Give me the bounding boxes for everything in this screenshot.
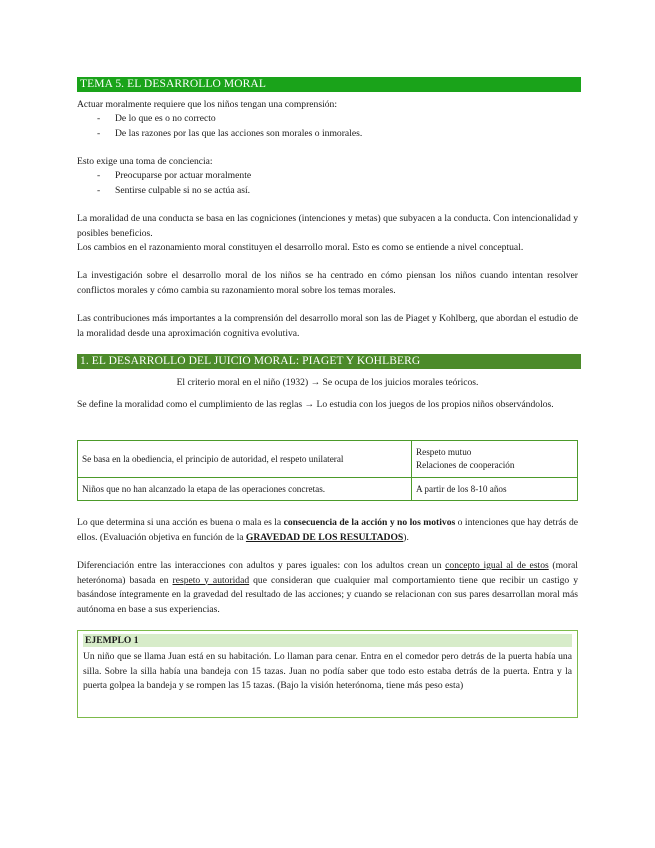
criteria-table	[77, 440, 578, 501]
dash-bullet: -	[97, 113, 101, 124]
conciencia-paragraph: Esto exige una toma de conciencia:	[77, 156, 213, 167]
determina-paragraph: Lo que determina si una acción es buena o mala es la consecuencia de la acción y no los motivos o intenciones que hay detrás de ellos. (Evaluación objetiva en función de la GRAVEDAD DE LOS RESULTADOS).	[77, 517, 578, 543]
section-heading-juicio-moral: 1. EL DESARROLLO DEL JUICIO MORAL: PIAGET Y KOHLBERG	[77, 354, 581, 369]
underlined-phrase: respeto y autoridad	[172, 574, 250, 586]
list-item: - De lo que es o no correcto	[77, 112, 578, 127]
intro-list	[77, 112, 578, 141]
cambios-paragraph: Los cambios en el razonamiento moral constituyen el desarrollo moral. Esto es como se entiende a nivel conceptual.	[77, 242, 524, 253]
example-title: EJEMPLO 1	[83, 634, 572, 647]
criterio-paragraph: El criterio moral en el niño (1932) → Se ocupa de los juicios morales teóricos.	[176, 377, 479, 388]
list-item: - De las razones por las que las acciones son morales o inmorales.	[77, 127, 578, 142]
table-cell: Se basa en la obediencia, el principio de autoridad, el respeto unilateral	[78, 441, 412, 478]
table-cell: Niños que no han alcanzado la etapa de las operaciones concretas.	[78, 478, 412, 501]
example-box	[77, 630, 578, 718]
conciencia-list	[77, 169, 578, 198]
contribuciones-paragraph: Las contribuciones más importantes a la comprensión del desarrollo moral son las de Piaget y Kohlberg, que abordan el estudio de la moralidad desde una aproximación cognitiva evolutiva.	[77, 313, 578, 339]
cell-line: Relaciones de cooperación	[416, 460, 515, 470]
dash-bullet: -	[97, 127, 101, 139]
table-row	[78, 478, 578, 501]
dash-bullet: -	[97, 170, 101, 181]
intro-paragraph: Actuar moralmente requiere que los niños tengan una comprensión:	[77, 99, 338, 110]
bold-phrase: consecuencia de la acción y no los motivos	[283, 517, 456, 528]
moralidad-paragraph: La moralidad de una conducta se basa en las cogniciones (intenciones y metas) que subyacen a la conducta. Con intencionalidad y posibles beneficios.	[77, 213, 578, 239]
section-heading-tema5: TEMA 5. EL DESARROLLO MORAL	[77, 77, 581, 92]
dash-bullet: -	[97, 184, 101, 196]
list-item: - Sentirse culpable si no se actúa así.	[77, 184, 578, 199]
list-item: - Preocuparse por actuar moralmente	[77, 169, 578, 184]
table-cell: A partir de los 8-10 años	[412, 478, 578, 501]
table-cell	[412, 441, 578, 478]
example-text: Un niño que se llama Juan está en su habitación. Lo llaman para cenar. Entra en el comedor pero detrás de la puerta había una silla. Sobre la silla había una bandeja con 15 tazas. Juan no podía saber que todo esto estaba detrás de la puerta. Entra y la puerta golpea la bandeja y se rompen las 15 tazas. (Bajo la visión heterónoma, tiene más peso esta)	[83, 651, 572, 691]
diferenciacion-paragraph: Diferenciación entre las interacciones con adultos y pares iguales: con los adultos crean un concepto igual al de estos (moral heterónoma) basada en respeto y autoridad que consideran que cualquier mal comportamiento tiene que recibir un castigo y basándose íntegramente en la gravedad del resultado de las acciones; y cuando se relacionan con sus pares desarrollan moral más autónoma en base a sus experiencias.	[77, 560, 578, 615]
underlined-phrase: concepto igual al de estos	[445, 560, 549, 571]
define-paragraph: Se define la moralidad como el cumplimiento de las reglas → Lo estudia con los juegos de los propios niños observándolos.	[77, 399, 554, 410]
underlined-bold-phrase: GRAVEDAD DE LOS RESULTADOS	[245, 531, 404, 543]
cell-line: Respeto mutuo	[416, 447, 472, 457]
investigacion-paragraph: La investigación sobre el desarrollo moral de los niños se ha centrado en cómo piensan los niños cuando intentan resolver conflictos morales y cómo cambia su razonamiento moral sobre los temas morales.	[77, 270, 578, 296]
table-row	[78, 441, 578, 478]
